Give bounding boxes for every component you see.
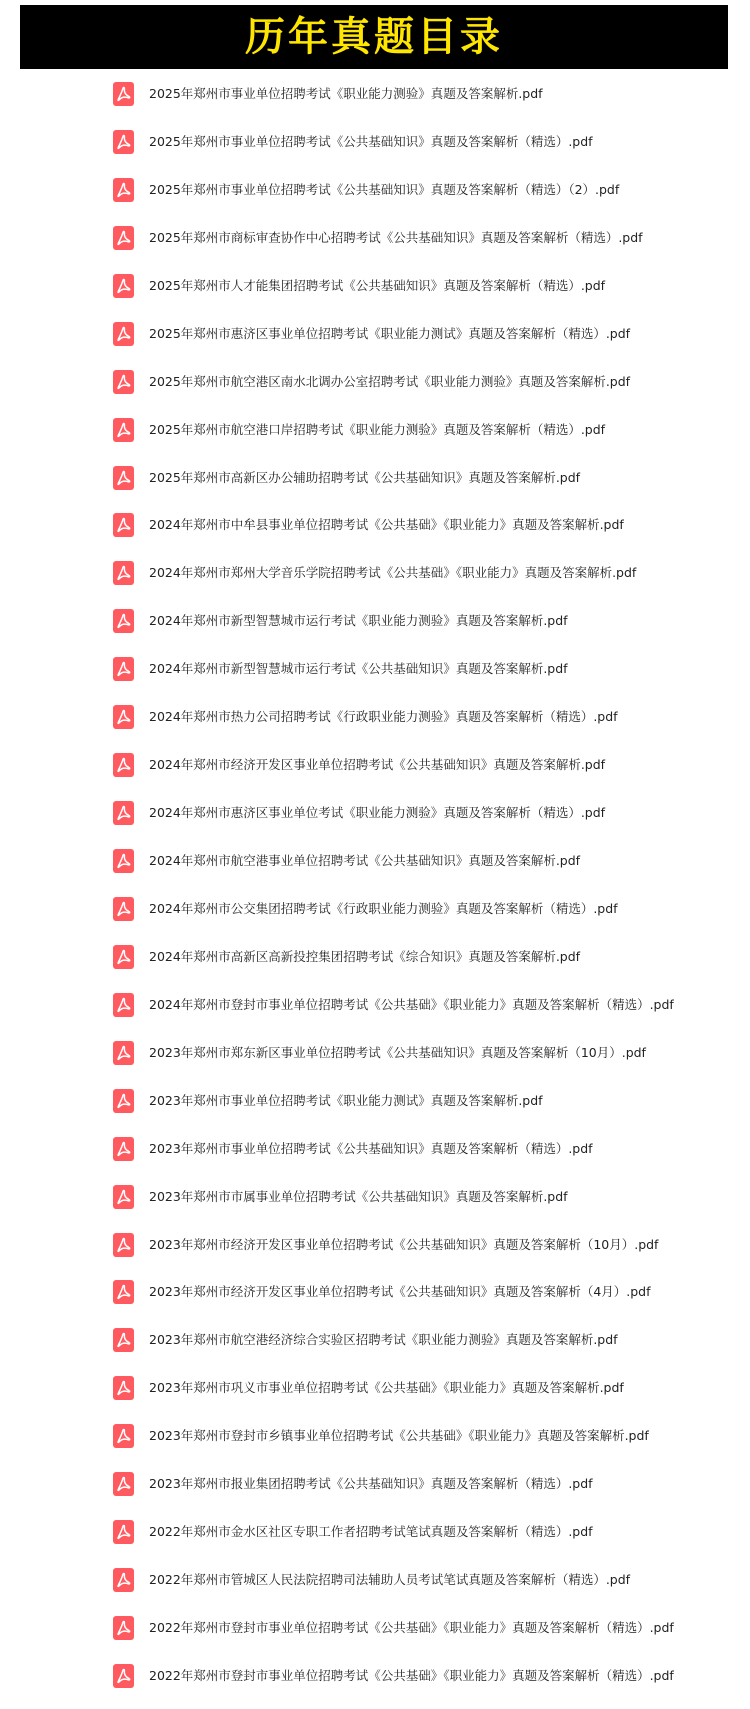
page-title: 历年真题目录 xyxy=(245,13,503,60)
pdf-file-icon xyxy=(113,274,134,298)
pdf-file-icon xyxy=(113,1616,134,1640)
pdf-file-icon xyxy=(113,322,134,346)
file-name: 2025年郑州市人才能集团招聘考试《公共基础知识》真题及答案解析（精选）.pdf xyxy=(149,277,606,293)
file-name: 2022年郑州市管城区人民法院招聘司法辅助人员考试笔试真题及答案解析（精选）.pdf xyxy=(149,1572,631,1588)
pdf-file-icon xyxy=(113,1280,134,1304)
file-list-item[interactable] xyxy=(0,358,750,406)
file-name: 2024年郑州市登封市事业单位招聘考试《公共基础》《职业能力》真题及答案解析（精选）.pdf xyxy=(149,996,674,1012)
file-name: 2022年郑州市登封市事业单位招聘考试《公共基础》《职业能力》真题及答案解析（精选）.pdf xyxy=(149,1620,674,1635)
pdf-file-icon xyxy=(113,1376,134,1400)
file-list-item[interactable] xyxy=(0,70,750,118)
file-name: 2023年郑州市市属事业单位招聘考试《公共基础知识》真题及答案解析.pdf xyxy=(149,1188,568,1204)
file-list-item[interactable] xyxy=(0,1125,750,1173)
file-name: 2025年郑州市事业单位招聘考试《职业能力测验》真题及答案解析.pdf xyxy=(149,86,543,101)
file-list-item[interactable] xyxy=(0,1077,750,1125)
pdf-file-icon xyxy=(113,1233,134,1257)
file-list-item[interactable] xyxy=(0,1173,750,1221)
pdf-file-icon xyxy=(113,1185,134,1209)
file-list-item[interactable] xyxy=(0,1604,750,1652)
file-name: 2023年郑州市巩义市事业单位招聘考试《公共基础》《职业能力》真题及答案解析.pdf xyxy=(149,1380,624,1396)
pdf-file-icon xyxy=(113,1568,134,1592)
file-list-item[interactable] xyxy=(0,1029,750,1077)
file-list-item[interactable] xyxy=(0,981,750,1029)
file-name: 2024年郑州市惠济区事业单位考试《职业能力测验》真题及答案解析（精选）.pdf xyxy=(149,805,606,821)
file-name: 2025年郑州市商标审查协作中心招聘考试《公共基础知识》真题及答案解析（精选）.pdf xyxy=(149,229,643,245)
pdf-file-icon xyxy=(113,130,134,154)
file-list-item[interactable] xyxy=(0,118,750,166)
file-list-item[interactable] xyxy=(0,1412,750,1460)
file-name: 2025年郑州市航空港口岸招聘考试《职业能力测验》真题及答案解析（精选）.pdf xyxy=(149,421,606,437)
pdf-file-icon xyxy=(113,466,134,490)
file-list-item[interactable] xyxy=(0,501,750,549)
pdf-file-icon xyxy=(113,1664,134,1688)
file-list-item[interactable] xyxy=(0,1460,750,1508)
file-list-item[interactable] xyxy=(0,1221,750,1269)
file-name: 2023年郑州市事业单位招聘考试《职业能力测试》真题及答案解析.pdf xyxy=(149,1092,543,1108)
file-name: 2025年郑州市事业单位招聘考试《公共基础知识》真题及答案解析（精选）（2）.pdf xyxy=(149,181,620,197)
pdf-file-icon xyxy=(113,1041,134,1065)
pdf-file-icon xyxy=(113,897,134,921)
file-list-item[interactable] xyxy=(0,1364,750,1412)
pdf-file-icon xyxy=(113,945,134,969)
file-name: 2022年郑州市登封市事业单位招聘考试《公共基础》《职业能力》真题及答案解析（精选）.pdf xyxy=(149,1667,674,1683)
file-name: 2023年郑州市郑东新区事业单位招聘考试《公共基础知识》真题及答案解析（10月）.pdf xyxy=(149,1044,646,1060)
pdf-file-icon xyxy=(113,705,134,729)
pdf-file-icon xyxy=(113,370,134,394)
file-list-item[interactable] xyxy=(0,406,750,454)
pdf-file-icon xyxy=(113,82,134,106)
file-list-item[interactable] xyxy=(0,1316,750,1364)
pdf-file-icon xyxy=(113,1424,134,1448)
pdf-file-icon xyxy=(113,418,134,442)
file-name: 2022年郑州市金水区社区专职工作者招聘考试笔试真题及答案解析（精选）.pdf xyxy=(149,1524,593,1540)
pdf-file-icon xyxy=(113,993,134,1017)
file-list-item[interactable] xyxy=(0,1508,750,1556)
pdf-file-icon xyxy=(113,1137,134,1161)
file-list-item[interactable] xyxy=(0,1556,750,1604)
file-name: 2025年郑州市惠济区事业单位招聘考试《职业能力测试》真题及答案解析（精选）.pdf xyxy=(149,325,631,341)
file-name: 2024年郑州市航空港事业单位招聘考试《公共基础知识》真题及答案解析.pdf xyxy=(149,853,581,868)
file-name: 2025年郑州市高新区办公辅助招聘考试《公共基础知识》真题及答案解析.pdf xyxy=(149,469,581,485)
file-list-item[interactable] xyxy=(0,1652,750,1700)
file-name: 2025年郑州市航空港区南水北调办公室招聘考试《职业能力测验》真题及答案解析.pdf xyxy=(149,373,631,389)
file-name: 2023年郑州市报业集团招聘考试《公共基础知识》真题及答案解析（精选）.pdf xyxy=(149,1476,593,1492)
file-list-item[interactable] xyxy=(0,933,750,981)
file-list-item[interactable] xyxy=(0,1268,750,1316)
file-name: 2025年郑州市事业单位招聘考试《公共基础知识》真题及答案解析（精选）.pdf xyxy=(149,133,593,149)
file-list-item[interactable] xyxy=(0,741,750,789)
file-list-item[interactable] xyxy=(0,310,750,358)
file-list-item[interactable] xyxy=(0,837,750,885)
file-name: 2024年郑州市公交集团招聘考试《行政职业能力测验》真题及答案解析（精选）.pdf xyxy=(149,900,618,916)
file-name: 2023年郑州市经济开发区事业单位招聘考试《公共基础知识》真题及答案解析（4月）.pdf xyxy=(149,1284,651,1300)
file-name: 2024年郑州市新型智慧城市运行考试《职业能力测验》真题及答案解析.pdf xyxy=(149,613,568,629)
file-name: 2024年郑州市郑州大学音乐学院招聘考试《公共基础》《职业能力》真题及答案解析.pdf xyxy=(149,565,637,581)
pdf-file-icon xyxy=(113,801,134,825)
pdf-file-icon xyxy=(113,1328,134,1352)
pdf-file-icon xyxy=(113,513,134,537)
file-list-item[interactable] xyxy=(0,549,750,597)
pdf-file-icon xyxy=(113,1520,134,1544)
pdf-file-icon xyxy=(113,178,134,202)
file-name: 2024年郑州市新型智慧城市运行考试《公共基础知识》真题及答案解析.pdf xyxy=(149,661,568,677)
pdf-file-icon xyxy=(113,609,134,633)
pdf-file-icon xyxy=(113,561,134,585)
file-name: 2024年郑州市高新区高新投控集团招聘考试《综合知识》真题及答案解析.pdf xyxy=(149,948,581,964)
file-name: 2024年郑州市经济开发区事业单位招聘考试《公共基础知识》真题及答案解析.pdf xyxy=(149,757,606,773)
pdf-file-icon xyxy=(113,1472,134,1496)
file-name: 2024年郑州市中牟县事业单位招聘考试《公共基础》《职业能力》真题及答案解析.pdf xyxy=(149,517,624,533)
catalog-header xyxy=(20,5,728,69)
pdf-file-icon xyxy=(113,657,134,681)
file-list-item[interactable] xyxy=(0,885,750,933)
file-list-item[interactable] xyxy=(0,693,750,741)
file-list-item[interactable] xyxy=(0,454,750,502)
pdf-file-icon xyxy=(113,1089,134,1113)
file-name: 2024年郑州市热力公司招聘考试《行政职业能力测验》真题及答案解析（精选）.pdf xyxy=(149,709,618,725)
file-name: 2023年郑州市事业单位招聘考试《公共基础知识》真题及答案解析（精选）.pdf xyxy=(149,1140,593,1156)
file-list-item[interactable] xyxy=(0,645,750,693)
pdf-file-icon xyxy=(113,226,134,250)
file-list-item[interactable] xyxy=(0,597,750,645)
file-name: 2023年郑州市航空港经济综合实验区招聘考试《职业能力测验》真题及答案解析.pdf xyxy=(149,1332,618,1348)
file-list xyxy=(0,70,750,1700)
pdf-file-icon xyxy=(113,753,134,777)
file-name: 2023年郑州市登封市乡镇事业单位招聘考试《公共基础》《职业能力》真题及答案解析.pdf xyxy=(149,1428,649,1444)
file-list-item[interactable] xyxy=(0,262,750,310)
file-list-item[interactable] xyxy=(0,214,750,262)
pdf-file-icon xyxy=(113,849,134,873)
file-name: 2023年郑州市经济开发区事业单位招聘考试《公共基础知识》真题及答案解析（10月）.pdf xyxy=(149,1236,659,1252)
file-list-item[interactable] xyxy=(0,789,750,837)
file-list-item[interactable] xyxy=(0,166,750,214)
